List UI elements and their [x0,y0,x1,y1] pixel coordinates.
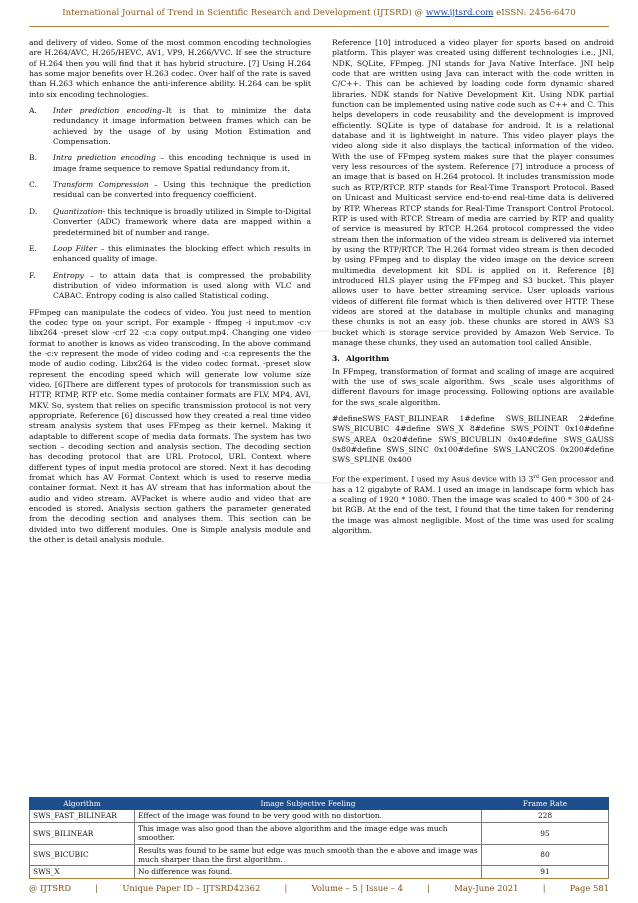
table-row [30,844,609,866]
footer-paper-id: Unique Paper ID – IJTSRD42362 [122,883,261,893]
list-text: – this eliminates the blocking effect which results in enhanced quality of image. [53,243,311,264]
right-column [332,38,614,542]
list-text: –It is that to minimize the data redundancy it image information between frames which can be achieved by the usage of by using Motion Estimation and Compensation. [53,106,311,147]
issn: eISSN: 2456-6470 [496,8,576,18]
paragraph: FFmpeg can manipulate the codecs of video. You just need to mention the codec type on your script. For example - ffmpeg -i input.mov -c:v libx264 -preset slow -crf 22 -c:a copy output.mp4. Changing one video format to another is knows as video transcoding. In the above command the -c:v represent the mode of video coding and -c:a represents the the mode of audio coding. Libx264 is the video codec format. -preset slow represent the encoding speed which will generate low volume size video. [6]There are different types of protocols for transmission such as HTTP, RTMP, RTP etc. Some media container formats are FLV, MP4, AVI, MKV. So, system that relies on specific transmission protocol is not very appropriate. Reference [6] discussed how they created a real time video stream analysis system that uses FFmpeg as their kernel. Making it adaptable to different scope of media data formats. The system has two section – decoding section and analysis section. The decoding section has decoding protocol that are URL Protocol, URL Context where different types of input media protocol are stored. Next it has decoding fromat which has AV Format Context which is used to reserve media container format. Next it has AV stream that has information about the audio and video stream. AVPacket is where audio and video that are encoded is stored. Analysis section gathers the parameter generated from the decoding section and analyses them. This section can be divided into two different modules. One is Simple analysis module and the other is detail analysis module. [29,307,311,545]
list-marker: D. [29,206,38,216]
footer-separator: | [542,883,546,893]
list-term: Intra prediction encoding [53,153,156,163]
list-marker: E. [29,243,37,253]
list-text: - this technique is broadly utilized in Simple to-Digital Converter (ADC) framework where data are mapped within a predetermined bit of number and range. [53,206,311,237]
list-term: Inter prediction encoding [53,106,162,116]
list-item [29,207,311,238]
frame-rate-cell: 91 [482,866,609,878]
column-header: Algorithm [30,798,135,810]
list-item [29,244,311,265]
algorithm-cell: SWS_BICUBIC [30,844,135,866]
list-term: Loop Filter [53,243,97,253]
header-rule [29,26,609,27]
section-number: 3. [332,354,340,364]
list-marker: A. [29,106,37,116]
table-header-row [30,798,609,810]
table-row [30,822,609,844]
paragraph [332,472,614,537]
algorithm-comparison-table [29,797,609,879]
list-term: Quantization [53,206,103,216]
list-item [29,153,311,174]
frame-rate-cell: 228 [482,810,609,822]
list-text: – Using this technique the prediction residual can be converted into frequency coefficient. [53,180,312,200]
list-text: – this encoding technique is used in image frame sequence to remove Spatial redundancy from it. [53,153,311,173]
feeling-cell: Effect of the image was found to be very good with no distortion. [135,810,482,822]
footer-separator: | [95,883,99,893]
footer-brand: @ IJTSRD [29,883,72,893]
column-header: Frame Rate [482,798,609,810]
list-term: Transform Compression [53,180,149,190]
feeling-cell: No difference was found. [135,866,482,878]
algorithm-cell: SWS_X [30,866,135,878]
footer-separator: | [284,883,288,893]
section-heading [332,354,614,364]
frame-rate-cell: 95 [482,822,609,844]
text-span: Gen processor and has a 12 gigabyte of RAM. I used an image in landscape form which has a scaling of 1920 * 1080. Then the image was scaled to 400 * 300 of 24-bit RGB. At the end of the test, I found that the time taken for rendering the image was almost negligible. Most of the time was used for scaling algorithm. [332,474,614,535]
paragraph: and delivery of video. Some of the most common encoding technologies are H.264/AVC, H.265/HEVC, AV1, VP9, H.266/VVC. If see the structure of H.264 then you will find that it has hybrid structure. [7] Using H.264 has some major benefits over H.263 codec. Over half of the rate is saved than H.263 which enhance the anti-inference ability. H.264 can be split into six encoding technologies. [29,38,311,99]
footer-separator: | [427,883,431,893]
paragraph: Reference [10] introduced a video player for sports based on android platform. This player was created using different technologies i.e., JNI, NDK, SQLite, FFmpeg. JNI stands for Java Native Interface. JNI help code that are written using Java can interact with the code written in C/C++. This can be achieved by loading code form dynamic shared libraries. NDK stands for Native Development Kit. Using NDK partial function can be implemented using native code such as C++ and C. This helps developers in code reusability and the development is improved efficiently. SQLite is type of database for android. It is a relational database and it is lightweight in nature. This video player plays the video along side it also displays the tactical information of the video. With the use of FFmpeg system makes sure that the player consumes very less resources of the system. Reference [7] introduce a process of an image that is based on H.264 protocol. It includes transmission mode such as RTP/RTCP. RTP stands for Real-Time Transport Protocol. Based on Unicast and Multicast service end-to-end real-time data is delivered by RTP. Whereas RTCP stands for Real-Time Transport Control Protocol. RTP is used with RTCP. Stream of media are carried by RTP and quality of service is measured by RTCP. H.264 protocol compressed the video stream then the information of the video stream is delivered via internet by using the RTP/RTCP. The H.264 format video stream is then decoded by using FFmpeg and to display the video image on the device screen multimedia development kit SDL is applied on it. Reference [8] introduced HLS player using the FFmpeg and S3 bucket. This player allows user to have better streaming service. User uploads various videos of different file format which is then delivered over HTTP. These videos are stored at the database in multiple chunks and managing these chunks is not an easy job. these chunks are stored in AWS S3 bucket which is storage service provided by Amazon Web Service. To manage these chunks, they used an automation tool called Ansible. [332,38,614,347]
list-item [29,180,311,201]
table-row [30,866,609,878]
running-header [0,8,638,18]
list-marker: B. [29,153,37,163]
section-title: Algorithm [346,354,390,364]
superscript: rd [533,473,539,480]
list-term: Entropy [53,270,84,280]
list-marker: F. [29,270,36,280]
feeling-cell: This image was also good than the above algorithm and the image edge was much smoother. [135,822,482,844]
journal-name: International Journal of Trend in Scientific Research and Development (IJTSRD) @ [62,8,424,18]
journal-site-link[interactable]: www.ijtsrd.com [425,8,494,18]
feeling-cell: Results was found to be same but edge was much smooth than the e above and image was much sharper than the first algorithm. [135,844,482,866]
frame-rate-cell: 80 [482,844,609,866]
paragraph: In FFmpeg, transformation of format and scaling of image are acquired with the use of sws_scale algorithm. Sws _scale uses algorithms of different flavours for image processing. Following options are available for the sws_scale algorithm. [332,366,614,407]
list-text: – to attain data that is compressed the probability distribution of video information is used along with VLC and CABAC. Entropy coding is also called Statistical coding. [53,270,311,301]
define-list: #defineSWS_FAST_BILINEAR 1#define SWS_BILINEAR 2#define SWS_BICUBIC 4#define SWS_X 8#define SWS_POINT 0x10#define SWS_AREA 0x20#define SWS_BICUBLIN 0x40#define SWS_GAUSS 0x80#define SWS_SINC 0x100#define SWS_LANCZOS 0x200#define SWS_SPLINE 0x400 [332,414,614,465]
column-header: Image Subjective Feeling [135,798,482,810]
encoding-technique-list [29,106,311,302]
footer-page: Page 581 [569,883,609,893]
list-marker: C. [29,180,37,190]
algorithm-cell: SWS_BILINEAR [30,822,135,844]
table-row [30,810,609,822]
algorithm-cell: SWS_FAST_BILINEAR [30,810,135,822]
text-span: For the experiment, I used my Asus device with i3 3 [332,474,534,484]
left-column [29,38,311,551]
footer-date: May-June 2021 [454,883,519,893]
list-item [29,271,311,302]
footer-volume: Volume – 5 | Issue – 4 [311,883,403,893]
list-item [29,106,311,147]
footer-rule [29,878,609,879]
running-footer [29,883,609,893]
